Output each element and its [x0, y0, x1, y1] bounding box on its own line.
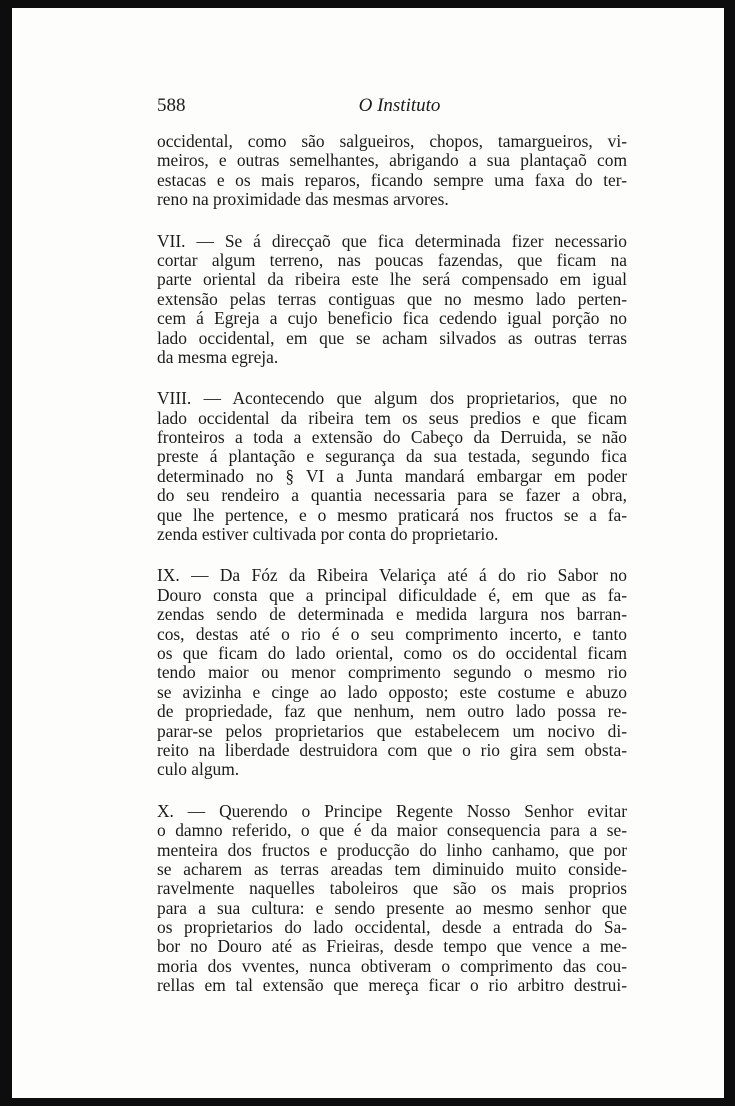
text-line: bor no Douro até as Frieiras, desde tempo que vence a me-	[157, 936, 627, 957]
text-line: reito na liberdade destruidora com que o rio gira sem obsta-	[157, 739, 627, 760]
text-line: X. — Querendo o Principe Regente Nosso Senhor evitar	[157, 800, 627, 821]
text-line: do seu rendeiro a quantia necessaria para se fazer a obra,	[157, 485, 627, 506]
text-line: se avizinha e cinge ao lado opposto; este costume e abuzo	[157, 681, 627, 702]
text-line: reno na proximidade das mesmas arvores.	[157, 189, 449, 210]
text-line: parte oriental da ribeira este lhe será compensado em igual	[157, 269, 627, 290]
text-line: ravelmente naquelles taboleiros que são os mais proprios	[157, 878, 627, 899]
paragraph-ix	[157, 566, 627, 779]
paragraph-continuation	[157, 132, 627, 210]
text-line: VIII. — Acontecendo que algum dos proprietarios, que no	[157, 388, 627, 409]
text-line: estacas e os mais reparos, ficando sempre uma faxa do ter-	[157, 169, 627, 190]
text-line: fronteiros a toda a extensão do Cabeço da Derruida, se não	[157, 427, 627, 448]
text-line: rellas em tal extensão que mereça ficar o rio arbitro destrui-	[157, 975, 627, 996]
text-line: cortar algum terreno, nas poucas fazendas, que ficam na	[157, 249, 627, 270]
paragraph-x	[157, 802, 627, 996]
paragraph-viii	[157, 389, 627, 544]
text-line: cem á Egreja a cujo beneficio fica cedendo igual porção no	[157, 308, 627, 329]
text-line: VII. — Se á direcçaõ que fica determinada fizer necessario	[157, 230, 627, 251]
text-line: para a sua cultura: e sendo presente ao mesmo senhor que	[157, 897, 627, 918]
text-line: parar-se pelos proprietarios que estabelecem um nocivo di-	[157, 720, 627, 741]
text-line: da mesma egreja.	[157, 346, 279, 367]
text-line: zendas sendo de determinada e medida largura nos barran-	[157, 604, 627, 625]
scanned-page	[12, 8, 724, 1098]
text-line: de propriedade, faz que nenhum, nem outro lado possa re-	[157, 701, 627, 722]
text-line: menteira dos fructos e producção do linho canhamo, que por	[157, 839, 627, 860]
text-line: o damno referido, o que é da maior consequencia para a se-	[157, 820, 627, 841]
page-header	[157, 95, 642, 123]
text-line: lado occidental da ribeira tem os seus predios e que ficam	[157, 407, 627, 428]
text-line: preste á plantação e segurança da sua testada, segundo fica	[157, 446, 627, 467]
text-line: que lhe pertence, e o mesmo praticará nos fructos se a fa-	[157, 504, 627, 525]
text-line: determinado no § VI a Junta mandará embargar em poder	[157, 465, 627, 486]
text-line: Douro consta que a principal dificuldade é, em que as fa-	[157, 584, 627, 605]
text-line: occidental, como são salgueiros, chopos, tamargueiros, vi-	[157, 131, 627, 151]
text-line: moria dos vventes, nunca obtiveram o comprimento das cou-	[157, 955, 627, 976]
text-line: lado occidental, em que se acham silvados as outras terras	[157, 327, 627, 348]
text-line: cos, destas até o rio é o seu comprimento incerto, e tanto	[157, 623, 627, 644]
text-line: zenda estiver cultivada por conta do proprietario.	[157, 524, 499, 545]
text-line: IX. — Da Fóz da Ribeira Velariça até á do rio Sabor no	[157, 565, 627, 586]
text-line: tendo maior ou menor comprimento segundo o mesmo rio	[157, 662, 627, 683]
text-line: extensão pelas terras contiguas que no mesmo lado perten-	[157, 288, 627, 309]
body-text	[157, 132, 627, 1018]
text-line: os proprietarios do lado occidental, desde a entrada do Sa-	[157, 917, 627, 938]
text-line: os que ficam do lado oriental, como os do occidental ficam	[157, 642, 627, 663]
paragraph-vii	[157, 232, 627, 368]
running-title: O Instituto	[358, 95, 441, 116]
text-line: se acharem as terras areadas tem diminuido muito conside-	[157, 858, 627, 879]
page-number: 588	[157, 95, 186, 116]
text-line: meiros, e outras semelhantes, abrigando a sua plantaçaõ com	[157, 150, 627, 171]
text-line: culo algum.	[157, 759, 240, 780]
